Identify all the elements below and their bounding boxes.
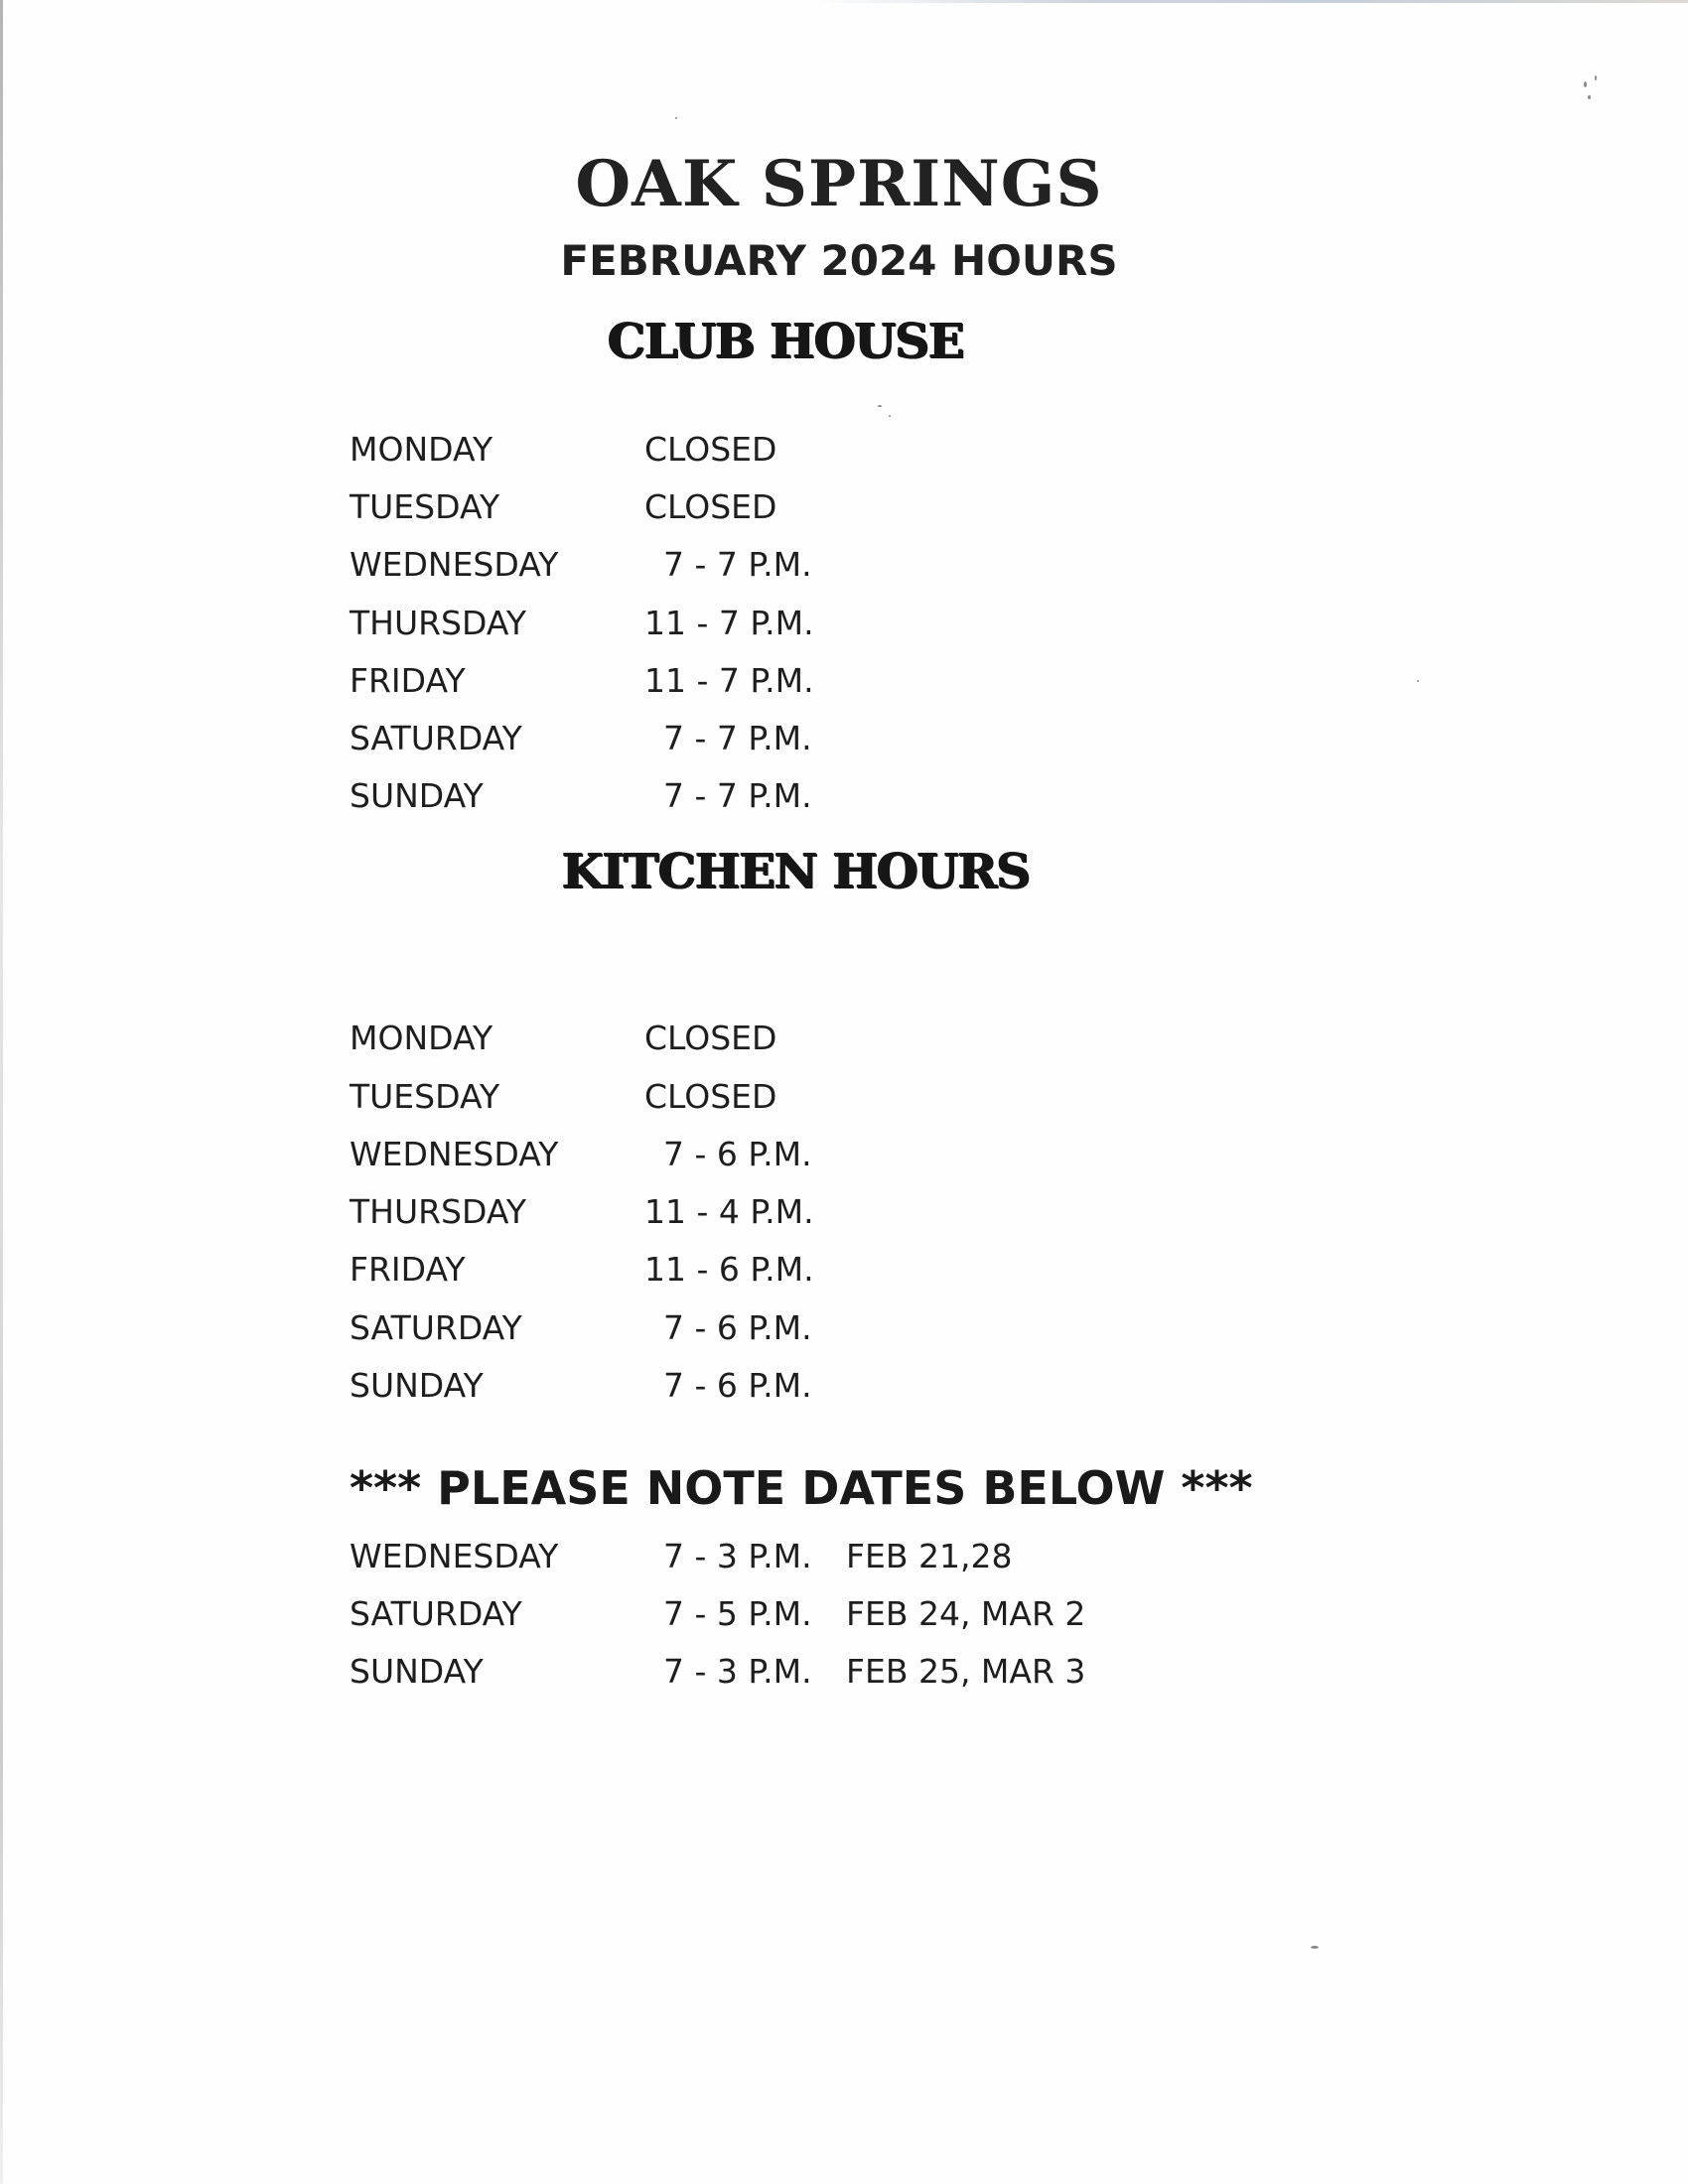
day-label: MONDAY [350,1019,493,1057]
hours-value: 7 - 7 P.M. [663,719,812,757]
note-heading: *** PLEASE NOTE DATES BELOW *** [350,1461,1253,1515]
hours-value: CLOSED [644,430,777,469]
note-dates: FEB 25, MAR 3 [846,1652,1086,1691]
day-label: FRIDAY [350,661,466,700]
kitchen-row-wednesday [0,1135,1688,1182]
note-row-saturday [0,1594,1688,1642]
scan-speck [889,415,891,417]
kitchen-row-thursday [0,1192,1688,1240]
scan-top-edge [814,0,1688,3]
day-label: WEDNESDAY [350,545,559,584]
scan-speck [1311,1946,1319,1949]
hours-value: 7 - 3 P.M. [663,1537,812,1575]
clubhouse-row-monday [0,430,1688,478]
scan-speck [1588,95,1591,99]
day-label: FRIDAY [350,1250,466,1289]
hours-value: CLOSED [644,1077,777,1116]
day-label: THURSDAY [350,1192,527,1231]
clubhouse-row-wednesday [0,545,1688,593]
kitchen-row-monday [0,1019,1688,1066]
note-row-sunday [0,1652,1688,1700]
kitchen-row-saturday [0,1308,1688,1356]
page-subtitle: FEBRUARY 2024 HOURS [560,236,1118,285]
kitchen-row-tuesday [0,1077,1688,1125]
kitchen-row-sunday [0,1366,1688,1414]
clubhouse-heading: CLUB HOUSE [608,314,964,369]
clubhouse-row-friday [0,661,1688,709]
scan-speck [878,405,882,407]
scan-speck [675,117,677,119]
kitchen-heading: KITCHEN HOURS [562,844,1031,899]
day-label: TUESDAY [350,1077,500,1116]
hours-value: 7 - 6 P.M. [663,1135,812,1173]
day-label: SUNDAY [350,1366,484,1405]
day-label: SATURDAY [350,1308,522,1347]
day-label: SUNDAY [350,1652,484,1691]
clubhouse-row-saturday [0,719,1688,766]
clubhouse-row-sunday [0,776,1688,824]
day-label: SATURDAY [350,1594,522,1633]
hours-value: 7 - 6 P.M. [663,1308,812,1347]
note-dates: FEB 24, MAR 2 [846,1594,1086,1633]
scan-speck [1595,75,1597,80]
note-row-wednesday [0,1537,1688,1584]
hours-value: 7 - 6 P.M. [663,1366,812,1405]
day-label: TUESDAY [350,487,500,526]
hours-value: 11 - 7 P.M. [644,604,814,642]
hours-value: 7 - 7 P.M. [663,545,812,584]
clubhouse-row-thursday [0,604,1688,651]
hours-value: 7 - 3 P.M. [663,1652,812,1691]
hours-value: CLOSED [644,1019,777,1057]
day-label: WEDNESDAY [350,1537,559,1575]
hours-value: 11 - 4 P.M. [644,1192,814,1231]
day-label: SUNDAY [350,776,484,815]
kitchen-row-friday [0,1250,1688,1297]
clubhouse-row-tuesday [0,487,1688,535]
note-dates: FEB 21,28 [846,1537,1013,1575]
day-label: MONDAY [350,430,493,469]
hours-value: 7 - 5 P.M. [663,1594,812,1633]
day-label: SATURDAY [350,719,522,757]
day-label: THURSDAY [350,604,527,642]
page-title: OAK SPRINGS [575,147,1103,221]
hours-value: 7 - 7 P.M. [663,776,812,815]
scan-speck [1584,81,1587,87]
day-label: WEDNESDAY [350,1135,559,1173]
hours-value: 11 - 6 P.M. [644,1250,814,1289]
hours-value: CLOSED [644,487,777,526]
hours-value: 11 - 7 P.M. [644,661,814,700]
